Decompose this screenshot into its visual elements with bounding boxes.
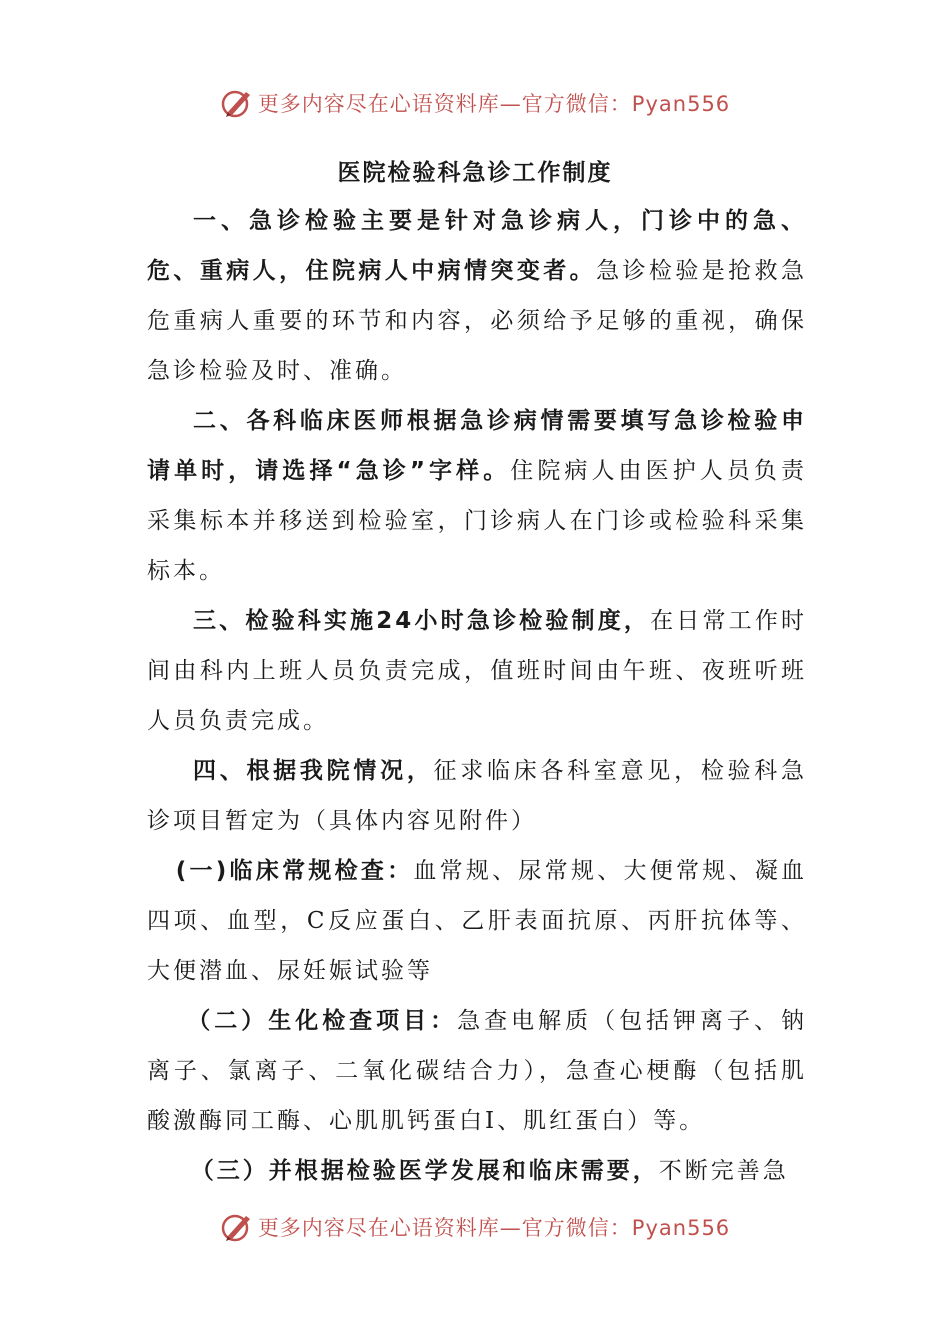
- header-banner: [0, 83, 950, 123]
- paragraph-text: 征求临床各科室意见，检验科急诊项目暂定为（具体内容见附件）: [147, 758, 808, 834]
- paragraph: [147, 1146, 807, 1196]
- paragraph-heading: (一)临床常规检查：: [175, 858, 414, 884]
- paragraph-heading: 四、根据我院情况，: [193, 758, 434, 784]
- pen-circle-logo-icon: [220, 1210, 254, 1244]
- paragraph-text: 急查电解质（包括钾离子、钠离子、氯离子、二氧化碳结合力），急查心梗酶（包括肌酸激酶同工酶、心肌肌钙蛋白I、肌红蛋白）等。: [147, 1008, 808, 1134]
- paragraph-heading: （二）生化检查项目：: [187, 1008, 458, 1034]
- document-title: 医院检验科急诊工作制度: [337, 160, 613, 186]
- paragraph: [147, 996, 807, 1146]
- paragraph-heading: 一、急诊检验主要是针对急诊病人，门诊中的急、危、重病人，住院病人中病情突变者。: [147, 208, 807, 284]
- paragraph-heading: 二、各科临床医师根据急诊病情需要填写急诊检验申请单时，请选择“急诊”字样。: [147, 408, 807, 484]
- document-body: [147, 196, 807, 1196]
- footer-banner: [0, 1207, 950, 1247]
- paragraph: [147, 196, 807, 396]
- paragraph-text: 血常规、尿常规、大便常规、凝血四项、血型，C反应蛋白、乙肝表面抗原、丙肝抗体等、大便潜血、尿妊娠试验等: [147, 858, 808, 984]
- paragraph: [147, 396, 807, 596]
- paragraph: [147, 746, 807, 846]
- paragraph-text: 不断完善急: [658, 1158, 789, 1184]
- paragraph-text: 住院病人由医护人员负责采集标本并移送到检验室，门诊病人在门诊或检验科采集标本。: [147, 458, 808, 584]
- pen-circle-logo-icon: [220, 86, 254, 120]
- paragraph-heading: 三、检验科实施24小时急诊检验制度，: [193, 608, 651, 634]
- paragraph-text: 在日常工作时间由科内上班人员负责完成，值班时间由午班、夜班听班人员负责完成。: [147, 608, 807, 734]
- paragraph-text: 急诊检验是抢救急危重病人重要的环节和内容，必须给予足够的重视，确保急诊检验及时、准确。: [147, 258, 808, 384]
- banner-text: 更多内容尽在心语资料库—官方微信：Pyan556: [257, 92, 731, 116]
- paragraph: [147, 596, 807, 746]
- paragraph: [147, 846, 807, 996]
- paragraph-heading: （三）并根据检验医学发展和临床需要，: [190, 1158, 659, 1184]
- banner-text: 更多内容尽在心语资料库—官方微信：Pyan556: [257, 1216, 731, 1240]
